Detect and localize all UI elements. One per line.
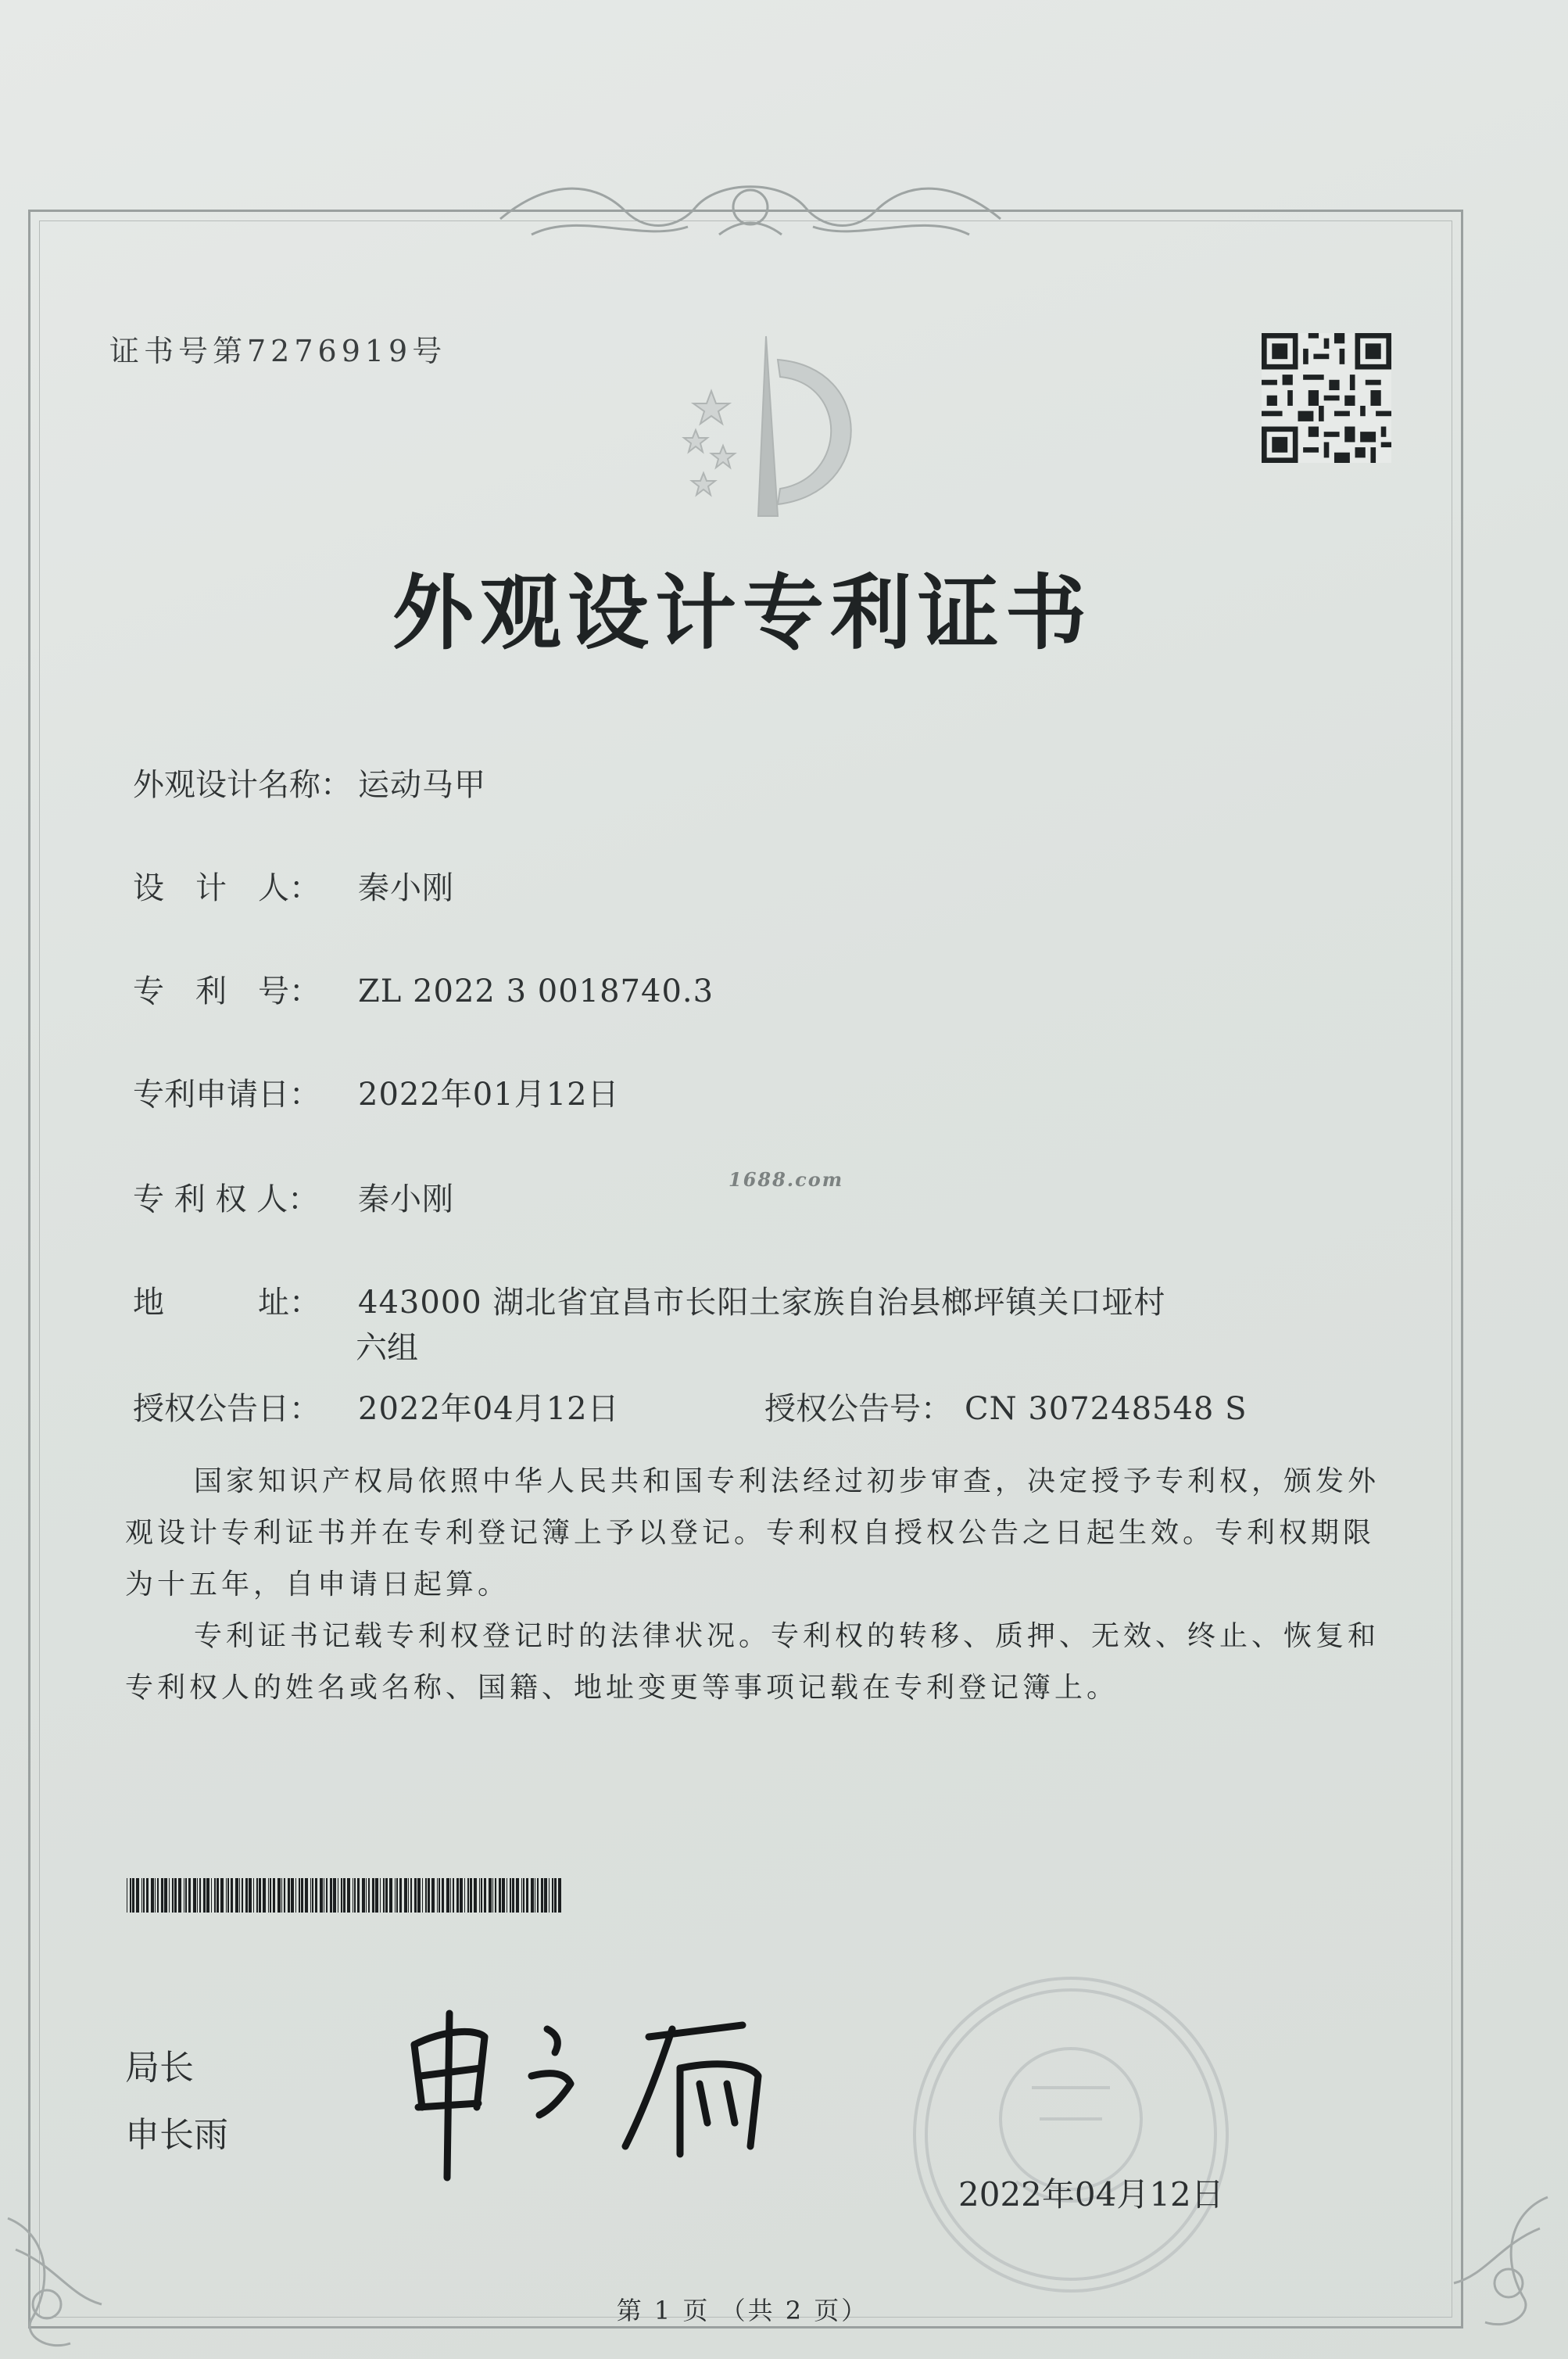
field-value: 秦小刚 (358, 1181, 454, 1217)
field-grant-date (133, 1384, 620, 1429)
barcode-icon (127, 1878, 564, 1913)
field-label: 专利申请日： (133, 1077, 320, 1113)
page-indicator: 第 1 页 （共 2 页） (616, 2296, 869, 2325)
field-designer (133, 863, 454, 908)
field-label: 专 利 号： (133, 973, 320, 1009)
field-value: 秦小刚 (358, 870, 454, 906)
watermark: 1688.com (729, 1168, 844, 1191)
certificate-number: 证书号第7276919号 (109, 334, 447, 368)
field-value: 443000 湖北省宜昌市长阳土家族自治县榔坪镇关口垭村 (358, 1285, 1166, 1321)
field-value: CN 307248548 S (965, 1391, 1248, 1427)
field-value: 2022年04月12日 (358, 1391, 620, 1427)
field-value: 2022年01月12日 (358, 1077, 620, 1113)
field-patentee (133, 1174, 454, 1219)
field-value: 运动马甲 (358, 767, 486, 803)
field-label: 外观设计名称： (133, 767, 352, 803)
issue-date: 2022年04月12日 (958, 2175, 1224, 2214)
chief-name: 申长雨 (125, 2115, 228, 2155)
field-filing-date (133, 1070, 620, 1114)
legal-paragraph: 专利证书记载专利权登记时的法律状况。专利权的转移、质押、无效、终止、恢复和专利权人的姓名或名称、国籍、地址变更等事项记载在专利登记簿上。 (125, 1620, 1380, 1704)
ornament-top-icon (485, 164, 1016, 250)
field-grant-number (764, 1384, 1247, 1429)
field-value: ZL 2022 3 0018740.3 (358, 973, 714, 1009)
chief-title: 局长 (125, 2048, 194, 2088)
handwritten-signature (399, 1990, 774, 2185)
field-label: 专 利 权 人： (133, 1181, 320, 1217)
cnipa-emblem-icon (649, 328, 883, 532)
qr-code-icon[interactable] (1262, 333, 1391, 463)
field-address (133, 1278, 1165, 1322)
field-design-name (133, 760, 486, 805)
legal-paragraph: 国家知识产权局依照中华人民共和国专利法经过初步审查，决定授予专利权，颁发外观设计专利证书并在专利登记簿上予以登记。专利权自授权公告之日起生效。专利权期限为十五年，自申请日起算。 (125, 1465, 1380, 1601)
field-label: 授权公告日： (133, 1391, 320, 1427)
field-address-continuation: 六组 (356, 1330, 418, 1366)
field-label: 授权公告号： (764, 1391, 952, 1427)
corner-ornament-icon (0, 2203, 156, 2359)
certificate-title: 外观设计专利证书 (392, 565, 1093, 661)
field-patent-number (133, 966, 714, 1011)
official-seal-icon (899, 1963, 1243, 2307)
field-label: 地 址： (133, 1285, 320, 1321)
field-label: 设 计 人： (133, 870, 320, 906)
